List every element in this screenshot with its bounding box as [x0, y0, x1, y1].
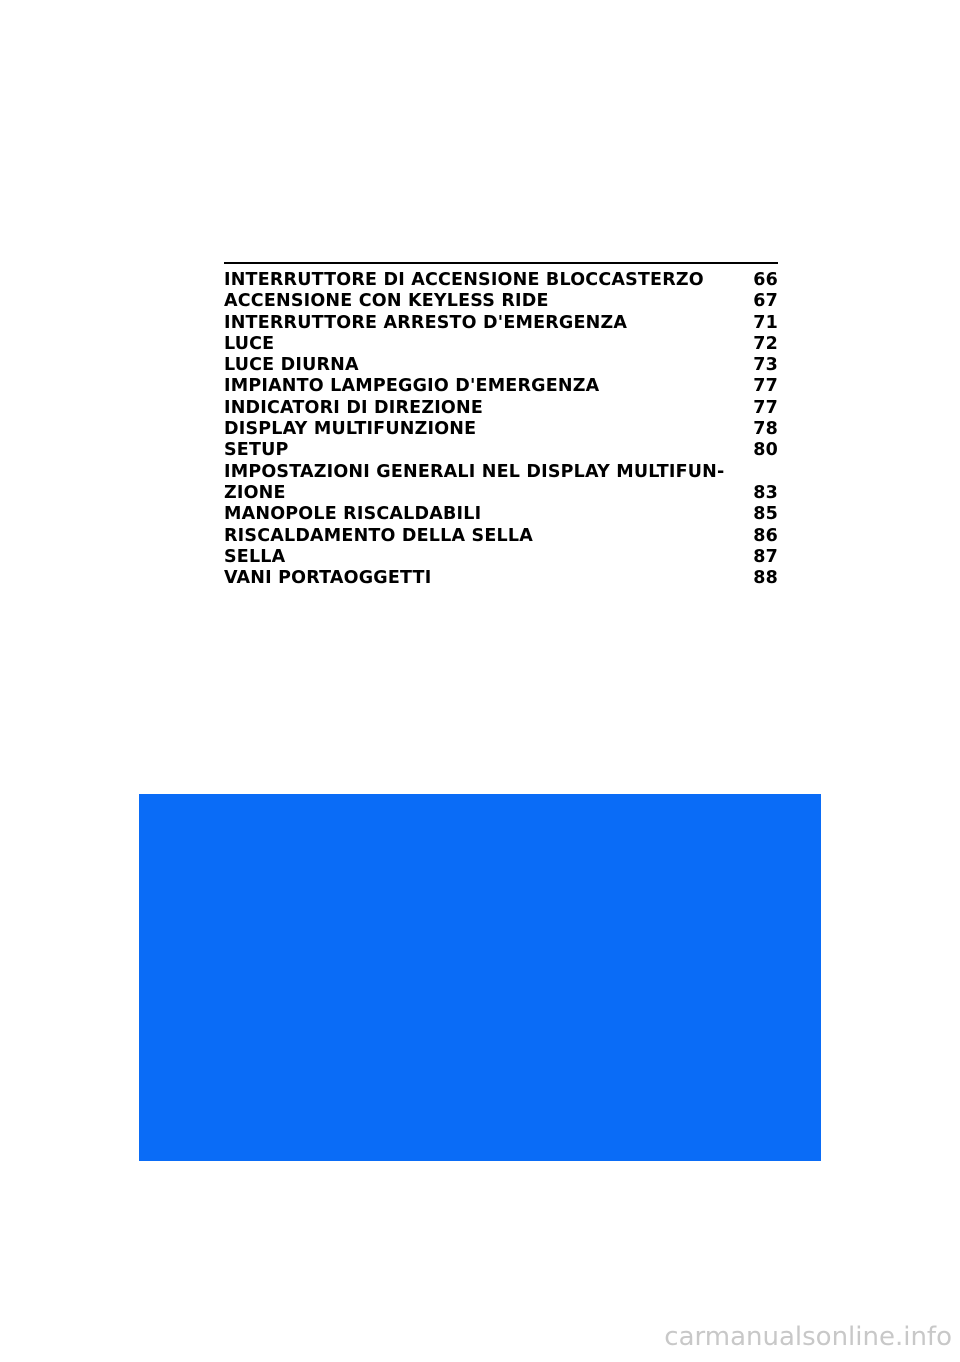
toc-entry[interactable] — [224, 313, 778, 334]
toc-entry[interactable] — [224, 376, 778, 397]
toc-entry-page: 72 — [753, 333, 778, 354]
toc-entry-line2[interactable] — [224, 483, 778, 504]
toc-entry-page: 66 — [753, 270, 778, 290]
toc-entry-page: 80 — [753, 440, 778, 461]
toc-entry-title: INTERRUTTORE DI ACCENSIONE BLOCCASTERZO — [224, 270, 704, 290]
toc-entry-title: RISCALDAMENTO DELLA SELLA — [224, 525, 533, 546]
toc-entry-title: MANOPOLE RISCALDABILI — [224, 504, 482, 525]
toc-entry-title: LUCE — [224, 333, 275, 354]
toc-entry[interactable] — [224, 334, 778, 355]
toc-entry-page: 87 — [753, 546, 778, 567]
toc-entry[interactable] — [224, 270, 778, 291]
toc-entry-page: 77 — [753, 397, 778, 418]
toc-entry[interactable] — [224, 568, 778, 589]
toc-entry-page: 67 — [753, 291, 778, 312]
toc-entry[interactable] — [224, 547, 778, 568]
toc-entry-title: DISPLAY MULTIFUNZIONE — [224, 419, 477, 440]
toc-entry[interactable] — [224, 398, 778, 419]
toc-entry-title: ACCENSIONE CON KEYLESS RIDE — [224, 291, 549, 312]
toc-entry-line1[interactable] — [224, 462, 778, 483]
table-of-contents — [224, 262, 778, 589]
toc-entry-title: ZIONE — [224, 482, 286, 503]
toc-entry-page: 78 — [753, 419, 778, 440]
toc-entry[interactable] — [224, 440, 778, 461]
toc-entry-title: VANI PORTAOGGETTI — [224, 568, 432, 589]
toc-entry[interactable] — [224, 504, 778, 525]
toc-entry-page: 88 — [753, 568, 778, 589]
blue-color-panel — [139, 794, 821, 1161]
toc-entry-title: IMPOSTAZIONI GENERALI NEL DISPLAY MULTIFUN- — [224, 461, 725, 482]
toc-entry-page: 86 — [753, 525, 778, 546]
toc-entry-title: SETUP — [224, 440, 289, 461]
toc-entry-page: 77 — [753, 376, 778, 397]
toc-entry-page: 83 — [753, 482, 778, 503]
toc-entry[interactable] — [224, 419, 778, 440]
toc-entry-title: INTERRUTTORE ARRESTO D'EMERGENZA — [224, 312, 628, 333]
toc-entry-page: 85 — [753, 504, 778, 525]
toc-entry[interactable] — [224, 526, 778, 547]
toc-entry-page: 73 — [753, 355, 778, 376]
toc-entry[interactable] — [224, 291, 778, 312]
toc-entry-title: SELLA — [224, 546, 286, 567]
watermark: carmanualsonline.info — [664, 1322, 952, 1352]
toc-entry[interactable] — [224, 355, 778, 376]
toc-entry-page: 71 — [753, 312, 778, 333]
toc-entry-title: LUCE DIURNA — [224, 355, 359, 376]
toc-entry-title: IMPIANTO LAMPEGGIO D'EMERGENZA — [224, 376, 600, 397]
toc-entry-title: INDICATORI DI DIREZIONE — [224, 397, 483, 418]
